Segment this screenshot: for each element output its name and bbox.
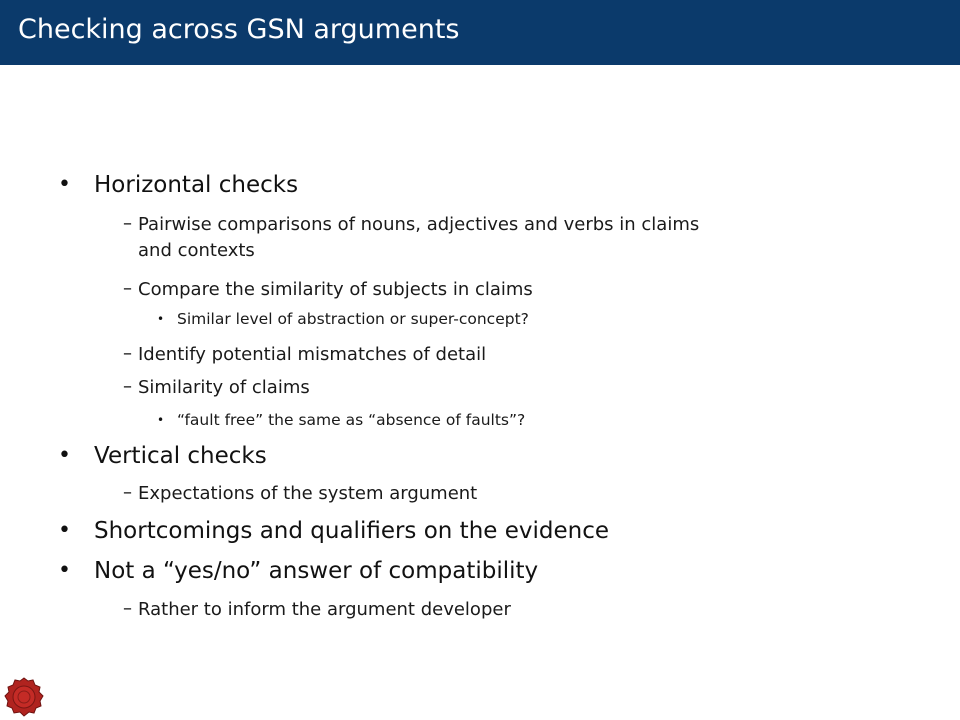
bullet-item-level1: Vertical checks <box>94 443 267 469</box>
dash-icon: – <box>123 278 132 299</box>
bullet-icon: • <box>58 443 71 468</box>
bullet-item-level2: Similarity of claims <box>138 377 310 398</box>
bullet-item-level3: Similar level of abstraction or super-concept? <box>177 310 529 328</box>
dash-icon: – <box>123 598 132 619</box>
bullet-icon: • <box>58 172 71 197</box>
bullet-item-level3: “fault free” the same as “absence of faults”? <box>177 411 526 429</box>
dash-icon: – <box>123 213 132 234</box>
bullet-item-level2: Compare the similarity of subjects in claims <box>138 279 533 300</box>
slide-title: Checking across GSN arguments <box>18 14 460 45</box>
bullet-icon: • <box>58 558 71 583</box>
bullet-item-level2: Expectations of the system argument <box>138 483 478 504</box>
dash-icon: – <box>123 482 132 503</box>
bullet-item-level1: Not a “yes/no” answer of compatibility <box>94 558 539 584</box>
bullet-item-level2: Pairwise comparisons of nouns, adjectives and verbs in claims <box>138 214 700 235</box>
bullet-item-level2: Rather to inform the argument developer <box>138 599 511 620</box>
wax-seal-icon <box>3 676 45 718</box>
bullet-item-level2-continuation: and contexts <box>138 240 255 261</box>
bullet-icon: • <box>157 312 165 326</box>
bullet-item-level2: Identify potential mismatches of detail <box>138 344 487 365</box>
bullet-icon: • <box>157 413 165 427</box>
dash-icon: – <box>123 376 132 397</box>
bullet-item-level1: Horizontal checks <box>94 172 299 198</box>
dash-icon: – <box>123 343 132 364</box>
bullet-item-level1: Shortcomings and qualifiers on the evidence <box>94 518 610 544</box>
bullet-icon: • <box>58 518 71 543</box>
